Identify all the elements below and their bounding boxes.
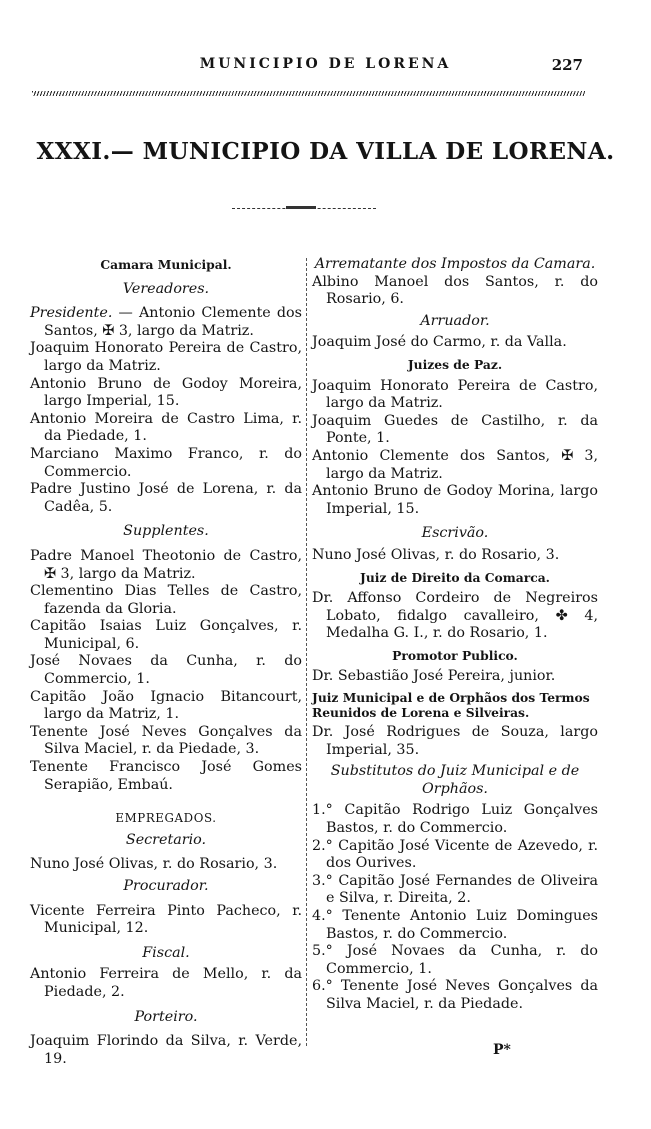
supplente-entry: Capitão João Ignacio Bitancourt, largo da Matriz, 1. [30,688,302,723]
supplente-entry: Tenente Francisco José Gomes Serapião, Embaú. [30,759,302,793]
vereador-entry: Antonio Bruno de Godoy Moreira, largo Imperial, 15. [30,375,302,410]
supplentes-heading: Supplentes. [123,523,209,540]
secretario-entry: Nuno José Olivas, r. do Rosario, 3. [30,856,278,873]
running-title: MUNICIPIO DE LORENA [199,56,452,72]
president-text: — Antonio Clemente dos Santos, ✠ 3, largo da Matriz. [44,305,302,339]
juiz-direito-heading: Juiz de Direito da Comarca. [360,569,550,585]
vereador-entry: Antonio Moreira de Castro Lima, r. da Piedade, 1. [30,410,302,445]
arrematante-entry: Albino Manoel dos Santos, r. do Rosario, 6. [312,273,598,308]
left-column [30,256,302,1068]
juiz-paz-entry: Antonio Clemente dos Santos, ✠ 3, largo da Matriz. [312,447,598,482]
escrivao-entry: Nuno José Olivas, r. do Rosario, 3. [312,546,560,563]
signature-mark: P* [493,1042,511,1058]
juizes-paz-heading: Juizes de Paz. [407,356,503,372]
secretario-heading: Secretario. [125,831,207,848]
column-divider [306,258,307,1046]
promotor-heading: Promotor Publico. [392,647,518,663]
porteiro-heading: Porteiro. [134,1008,198,1025]
escrivao-heading: Escrivão. [421,525,489,542]
substituto-entry: 3.° Capitão José Fernandes de Oliveira e Silva, r. Direita, 2. [312,872,598,907]
vereador-entry: Padre Justino José de Lorena, r. da Cadêa, 5. [30,481,302,515]
running-head [0,56,651,78]
procurador-entry: Vicente Ferreira Pinto Pacheco, r. Municipal, 12. [30,902,302,937]
juiz-municipal-entry: Dr. José Rodrigues de Souza, largo Imperial, 35. [312,724,598,758]
supplente-entry: José Novaes da Cunha, r. do Commercio, 1. [30,653,302,688]
substituto-entry: 4.° Tenente Antonio Luiz Domingues Bastos, r. do Commercio. [312,908,598,942]
ornamental-rule [32,91,585,96]
title-rule-ornament [286,206,316,209]
supplente-entry: Capitão Isaias Luiz Gonçalves, r. Municipal, 6. [30,618,302,652]
arrematante-heading: Arrematante dos Impostos da Camara. [314,256,596,272]
supplente-entry: Tenente José Neves Gonçalves da Silva Maciel, r. da Piedade, 3. [30,723,302,758]
supplente-entry: Clementino Dias Telles de Castro, fazenda da Gloria. [30,583,302,617]
juiz-paz-entry: Joaquim Honorato Pereira de Castro, largo da Matriz. [312,377,598,412]
fiscal-entry: Antonio Ferreira de Mello, r. da Piedade, 2. [30,966,302,1000]
substituto-entry: 1.° Capitão Rodrigo Luiz Gonçalves Bastos, r. do Commercio. [312,802,598,837]
page-number: 227 [551,56,583,74]
juiz-direito-entry: Dr. Affonso Cordeiro de Negreiros Lobato, fidalgo cavalleiro, ✤ 4, Medalha G. I., r. do Rosario, 1. [312,590,598,642]
supplente-entry: Padre Manoel Theotonio de Castro, ✠ 3, largo da Matriz. [30,547,302,582]
president-label: Presidente. [30,305,113,322]
empregados-heading: EMPREGADOS. [115,811,217,826]
substitutos-heading: Substitutos do Juiz Municipal e de Orphãos. [330,763,580,797]
vereador-entry: Joaquim Honorato Pereira de Castro, largo da Matriz. [30,340,302,374]
juiz-paz-entry: Antonio Bruno de Godoy Morina, largo Imperial, 15. [312,483,598,517]
procurador-heading: Procurador. [123,878,209,894]
fiscal-heading: Fiscal. [142,944,190,961]
promotor-entry: Dr. Sebastião José Pereira, junior. [312,668,556,685]
substituto-entry: 6.° Tenente José Neves Gonçalves da Silva Maciel, r. da Piedade. [312,978,598,1012]
substituto-entry: 2.° Capitão José Vicente de Azevedo, r. dos Ourives. [312,837,598,872]
camara-heading: Camara Municipal. [100,257,232,272]
vereador-entry: Marciano Maximo Franco, r. do Commercio. [30,445,302,480]
juiz-municipal-heading: Juiz Municipal e de Orphãos dos Termos Reunidos de Lorena e Silveiras. [312,690,590,721]
arruador-heading: Arruador. [420,312,490,329]
chapter-title: XXXI.— MUNICIPIO DA VILLA DE LORENA. [36,138,615,165]
vereadores-heading: Vereadores. [122,280,210,297]
president-entry [30,305,302,340]
juiz-paz-entry: Joaquim Guedes de Castilho, r. da Ponte, 1. [312,412,598,447]
substituto-entry: 5.° José Novaes da Cunha, r. do Commercio, 1. [312,943,598,977]
porteiro-entry: Joaquim Florindo da Silva, r. Verde, 19. [30,1033,302,1067]
right-column [312,256,598,1014]
arruador-entry: Joaquim José do Carmo, r. da Valla. [312,334,567,351]
